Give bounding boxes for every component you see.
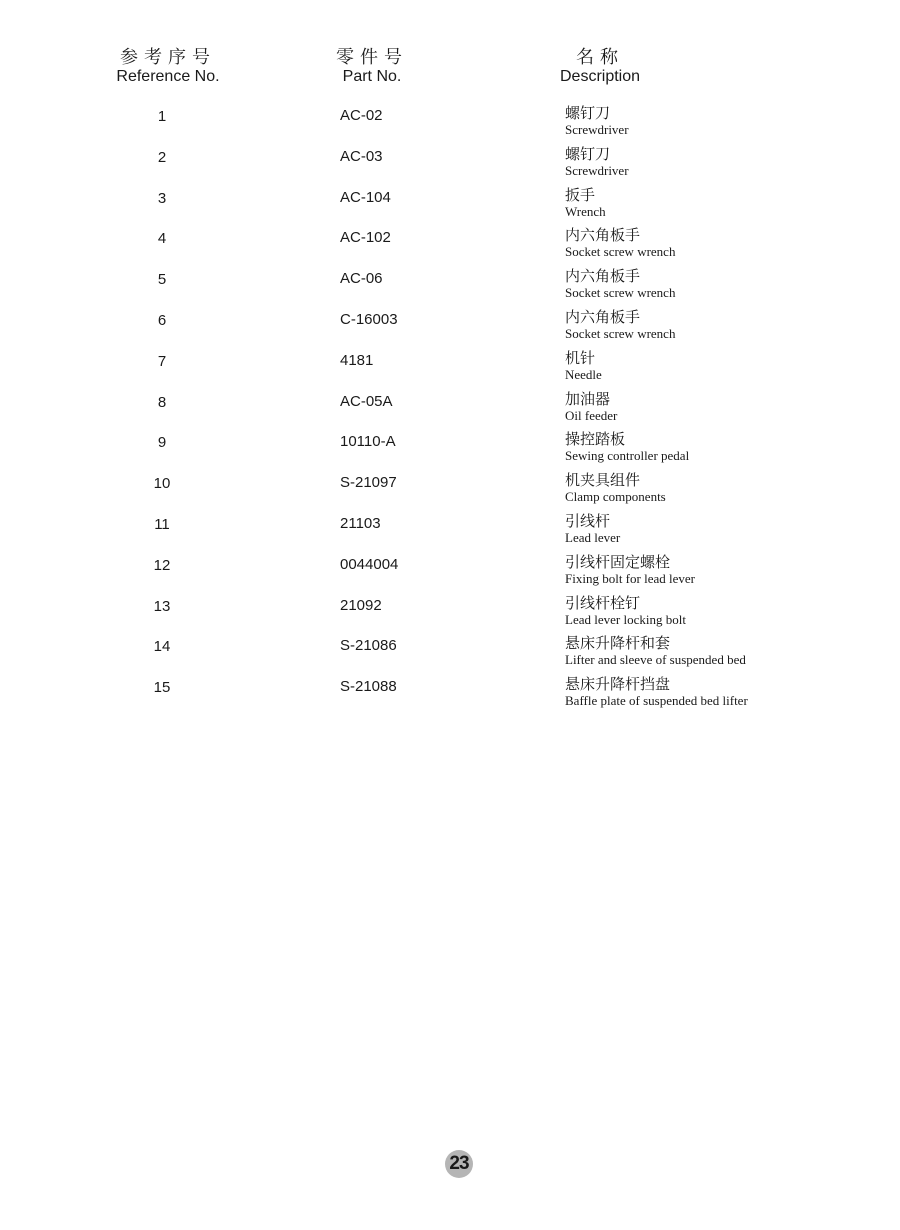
description-en: Oil feeder <box>565 407 618 423</box>
description-en: Wrench <box>565 203 606 219</box>
header-part-no <box>330 48 414 86</box>
reference-no-cell: 4 <box>157 230 167 248</box>
description-cn: 引线杆固定螺栓 <box>565 552 671 571</box>
description-en: Clamp components <box>565 489 666 505</box>
description-cell <box>565 553 695 586</box>
description-cell <box>565 430 689 463</box>
reference-no-cell: 8 <box>157 393 167 411</box>
reference-no-cell: 15 <box>153 679 171 697</box>
description-cell <box>565 390 617 423</box>
part-no-cell: AC-03 <box>340 147 383 165</box>
description-cell <box>565 104 629 137</box>
part-no-cell: AC-06 <box>340 270 383 288</box>
page-number-badge: 23 <box>445 1150 473 1178</box>
part-no-cell: 10110-A <box>340 433 396 451</box>
table-header <box>0 48 900 92</box>
reference-no-cell: 1 <box>157 108 167 125</box>
description-en: Needle <box>565 366 602 382</box>
description-cn: 机夹具组件 <box>565 471 641 490</box>
description-en: Screwdriver <box>565 162 629 178</box>
header-desc-en: Description <box>559 68 641 85</box>
description-en: Socket screw wrench <box>565 244 676 260</box>
reference-no-cell: 2 <box>157 148 167 166</box>
description-cn: 悬床升降杆挡盘 <box>565 675 671 694</box>
description-en: Socket screw wrench <box>565 326 676 341</box>
description-cell <box>565 471 666 504</box>
part-no-cell: 21092 <box>340 596 382 614</box>
description-cn: 扳手 <box>565 185 596 204</box>
table-row <box>0 512 900 553</box>
description-cell <box>565 267 675 300</box>
description-cn: 悬床升降杆和套 <box>565 634 671 653</box>
table-row <box>0 186 900 227</box>
description-cn: 引线杆 <box>565 512 611 530</box>
reference-no-cell: 13 <box>153 597 171 615</box>
table-row <box>0 267 900 308</box>
description-cell <box>565 675 748 708</box>
description-cell <box>565 349 602 382</box>
part-no-cell: C-16003 <box>340 311 398 328</box>
description-cn: 内六角板手 <box>565 267 641 286</box>
part-no-cell: S-21097 <box>340 474 397 492</box>
reference-no-cell: 9 <box>157 434 167 452</box>
part-no-cell: AC-05A <box>340 392 393 410</box>
part-no-cell: 21103 <box>340 515 381 532</box>
description-en: Screwdriver <box>565 122 629 137</box>
reference-no-cell: 6 <box>157 312 167 329</box>
description-cn: 螺钉刀 <box>565 104 611 122</box>
table-row <box>0 594 900 635</box>
reference-no-cell: 3 <box>157 189 167 207</box>
table-row <box>0 430 900 471</box>
reference-no-cell: 7 <box>157 352 167 370</box>
table-row <box>0 104 900 145</box>
description-cn: 加油器 <box>565 389 611 408</box>
description-en: Sewing controller pedal <box>565 448 690 464</box>
part-no-cell: S-21086 <box>340 637 397 655</box>
part-no-cell: AC-104 <box>340 188 391 206</box>
table-row <box>0 634 900 675</box>
description-en: Lead lever locking bolt <box>565 611 686 627</box>
description-en: Lead lever <box>565 530 621 545</box>
description-en: Lifter and sleeve of suspended bed <box>565 652 746 668</box>
description-cn: 螺钉刀 <box>565 144 611 163</box>
description-cn: 机针 <box>565 348 596 367</box>
description-en: Fixing bolt for lead lever <box>565 570 695 586</box>
part-no-cell: 0044004 <box>340 555 399 573</box>
table-row <box>0 145 900 186</box>
part-no-cell: S-21088 <box>340 678 397 696</box>
description-cell <box>565 634 746 667</box>
reference-no-cell: 14 <box>153 638 171 656</box>
table-row <box>0 471 900 512</box>
table-row <box>0 226 900 267</box>
header-reference-no <box>106 48 230 86</box>
header-description <box>552 48 648 86</box>
description-cn: 操控踏板 <box>565 430 626 449</box>
part-no-cell: AC-02 <box>340 107 383 124</box>
description-cell <box>565 308 675 341</box>
reference-no-cell: 5 <box>157 271 167 289</box>
table-row <box>0 308 900 349</box>
reference-no-cell: 12 <box>153 556 171 574</box>
reference-no-cell: 10 <box>153 475 171 493</box>
header-ref-en: Reference No. <box>116 68 220 85</box>
description-en: Socket screw wrench <box>565 285 676 301</box>
header-part-en: Part No. <box>342 68 402 85</box>
table-row <box>0 349 900 390</box>
description-cn: 引线杆栓钉 <box>565 593 641 612</box>
header-part-cn: 零件号 <box>336 47 408 68</box>
description-cn: 内六角板手 <box>565 308 641 326</box>
table-row <box>0 553 900 594</box>
description-cell <box>565 186 606 219</box>
header-ref-cn: 参考序号 <box>120 47 216 68</box>
table-row <box>0 390 900 431</box>
part-no-cell: 4181 <box>340 351 374 369</box>
description-en: Baffle plate of suspended bed lifter <box>565 693 748 709</box>
description-cell <box>565 145 629 178</box>
description-cn: 内六角板手 <box>565 226 641 245</box>
header-desc-cn: 名称 <box>576 47 624 68</box>
part-no-cell: AC-102 <box>340 229 391 247</box>
table-row <box>0 675 900 716</box>
description-cell <box>565 512 620 545</box>
description-cell <box>565 594 686 627</box>
description-cell <box>565 226 675 259</box>
reference-no-cell: 11 <box>154 516 170 533</box>
